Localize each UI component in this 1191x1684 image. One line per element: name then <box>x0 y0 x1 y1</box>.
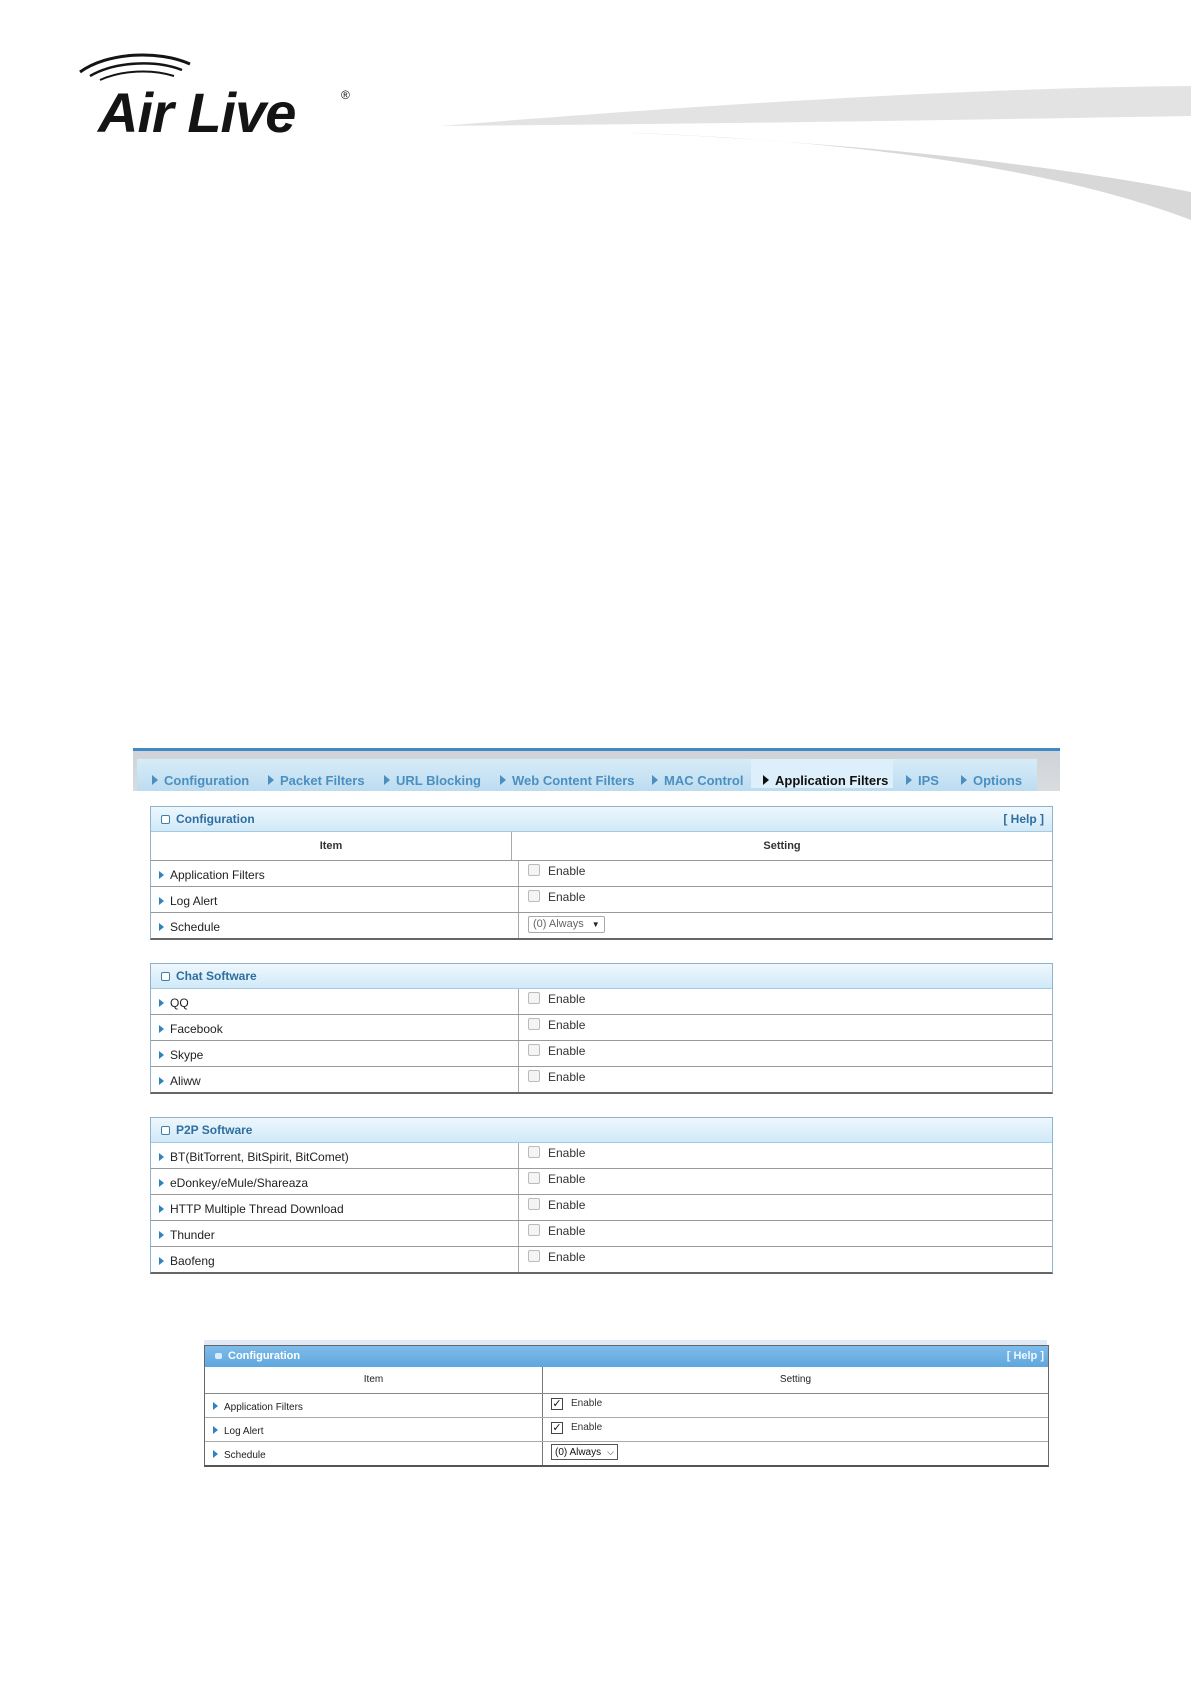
skype-checkbox[interactable] <box>528 1044 540 1056</box>
row-arrow-icon <box>159 897 164 905</box>
schedule-select[interactable]: (0) Always ⌵ <box>551 1444 618 1460</box>
panel-bullet-icon <box>215 1353 222 1359</box>
qq-checkbox[interactable] <box>528 992 540 1004</box>
schedule-select[interactable]: (0) Always ▼ <box>528 916 605 933</box>
panel-bullet-icon <box>161 1126 170 1135</box>
checkbox-label: Enable <box>548 890 586 904</box>
row-arrow-icon <box>159 1179 164 1187</box>
column-headers <box>205 1367 1048 1394</box>
checkbox-label: Enable <box>548 1070 586 1084</box>
row-label: eDonkey/eMule/Shareaza <box>170 1176 309 1190</box>
log-alert-checkbox-checked[interactable]: ✓ <box>552 1422 562 1434</box>
row-label: Baofeng <box>170 1254 215 1268</box>
column-header-setting: Setting <box>763 840 801 852</box>
table-row <box>151 1195 1052 1221</box>
table-row <box>151 1221 1052 1247</box>
row-label: BT(BitTorrent, BitSpirit, BitComet) <box>170 1150 349 1164</box>
row-arrow-icon <box>213 1450 218 1458</box>
checkbox-label: Enable <box>548 1018 586 1032</box>
panel-title: Configuration <box>176 812 255 826</box>
table-row <box>151 861 1052 887</box>
chat-software-panel <box>150 963 1053 1094</box>
table-row <box>151 1015 1052 1041</box>
dropdown-arrow-icon: ▼ <box>591 920 600 929</box>
panel-title: Chat Software <box>176 969 257 983</box>
row-label: Log Alert <box>170 894 218 908</box>
table-row <box>205 1418 1048 1442</box>
row-label: Schedule <box>170 920 221 934</box>
panel-header <box>151 964 1052 989</box>
registered-mark: ® <box>341 88 350 102</box>
checkbox-label: Enable <box>548 1198 586 1212</box>
row-label: HTTP Multiple Thread Download <box>170 1202 344 1216</box>
tab-application-filters[interactable]: Application Filters <box>763 773 888 788</box>
table-row <box>151 1143 1052 1169</box>
tab-options[interactable]: Options <box>961 773 1022 788</box>
tab-arrow-icon <box>961 775 967 785</box>
row-label: Log Alert <box>224 1426 264 1437</box>
tab-arrow-icon <box>152 775 158 785</box>
row-arrow-icon <box>159 1231 164 1239</box>
application-filters-checkbox-checked[interactable]: ✓ <box>552 1398 562 1410</box>
table-row <box>151 913 1052 938</box>
log-alert-checkbox[interactable] <box>528 890 540 902</box>
panel-title: Configuration <box>228 1350 301 1362</box>
panel-header <box>205 1346 1048 1367</box>
column-header-item: Item <box>205 1367 543 1393</box>
checkbox-label: Enable <box>548 1044 586 1058</box>
checkbox-label: Enable <box>548 992 586 1006</box>
chevron-down-icon: ⌵ <box>607 1447 614 1457</box>
p2p-software-panel <box>150 1117 1053 1274</box>
configuration-panel <box>150 806 1053 940</box>
checkbox-label: Enable <box>548 864 586 878</box>
row-label: Thunder <box>170 1228 215 1242</box>
checkbox-label: Enable <box>548 1250 586 1264</box>
table-row <box>205 1442 1048 1465</box>
help-link[interactable]: [ Help ] <box>1003 812 1044 826</box>
row-label: Aliww <box>170 1074 201 1088</box>
row-arrow-icon <box>213 1402 218 1410</box>
row-label: Schedule <box>224 1450 266 1461</box>
row-arrow-icon <box>159 1077 164 1085</box>
application-filters-checkbox[interactable] <box>528 864 540 876</box>
row-arrow-icon <box>213 1426 218 1434</box>
row-label: Skype <box>170 1048 204 1062</box>
table-row <box>151 1247 1052 1272</box>
row-arrow-icon <box>159 1025 164 1033</box>
column-header-setting: Setting <box>779 1374 812 1385</box>
row-arrow-icon <box>159 1257 164 1265</box>
column-header-item: Item <box>151 832 512 860</box>
edonkey-checkbox[interactable] <box>528 1172 540 1184</box>
bt-checkbox[interactable] <box>528 1146 540 1158</box>
panel-bullet-icon <box>161 815 170 824</box>
table-row <box>151 1169 1052 1195</box>
panel-bullet-icon <box>161 972 170 981</box>
help-link[interactable]: [ Help ] <box>1006 1350 1044 1362</box>
row-arrow-icon <box>159 923 164 931</box>
logo-wordmark: Air Live <box>98 81 296 144</box>
tab-mac-control[interactable]: MAC Control <box>652 773 743 788</box>
row-label: QQ <box>170 996 189 1010</box>
tab-arrow-icon <box>384 775 390 785</box>
facebook-checkbox[interactable] <box>528 1018 540 1030</box>
aliww-checkbox[interactable] <box>528 1070 540 1082</box>
checkbox-label: Enable <box>548 1146 586 1160</box>
row-arrow-icon <box>159 1205 164 1213</box>
row-arrow-icon <box>159 1051 164 1059</box>
tab-arrow-icon <box>763 775 769 785</box>
table-row <box>151 887 1052 913</box>
row-label: Application Filters <box>170 868 265 882</box>
configuration-panel-enabled <box>204 1345 1049 1467</box>
column-headers <box>151 832 1052 861</box>
tab-packet-filters[interactable]: Packet Filters <box>268 773 365 788</box>
tab-web-content-filters[interactable]: Web Content Filters <box>500 773 635 788</box>
row-arrow-icon <box>159 999 164 1007</box>
table-row <box>151 989 1052 1015</box>
table-row <box>151 1041 1052 1067</box>
tab-arrow-icon <box>268 775 274 785</box>
tab-arrow-icon <box>652 775 658 785</box>
table-row <box>205 1394 1048 1418</box>
checkbox-label: Enable <box>548 1172 586 1186</box>
header-swoosh <box>440 80 1191 220</box>
row-label: Application Filters <box>224 1402 303 1413</box>
panel-title: P2P Software <box>176 1123 253 1137</box>
row-arrow-icon <box>159 871 164 879</box>
table-row <box>151 1067 1052 1092</box>
checkbox-label: Enable <box>571 1422 603 1433</box>
tab-arrow-icon <box>500 775 506 785</box>
http-multithread-checkbox[interactable] <box>528 1198 540 1210</box>
tab-arrow-icon <box>906 775 912 785</box>
row-arrow-icon <box>159 1153 164 1161</box>
airlive-logo <box>78 52 358 142</box>
tab-configuration[interactable]: Configuration <box>152 773 249 788</box>
row-label: Facebook <box>170 1022 223 1036</box>
checkbox-label: Enable <box>548 1224 586 1238</box>
tab-url-blocking[interactable]: URL Blocking <box>384 773 481 788</box>
panel-header <box>151 1118 1052 1143</box>
panel-header <box>151 807 1052 832</box>
tab-ips[interactable]: IPS <box>906 773 939 788</box>
checkbox-label: Enable <box>571 1398 603 1409</box>
baofeng-checkbox[interactable] <box>528 1250 540 1262</box>
thunder-checkbox[interactable] <box>528 1224 540 1236</box>
